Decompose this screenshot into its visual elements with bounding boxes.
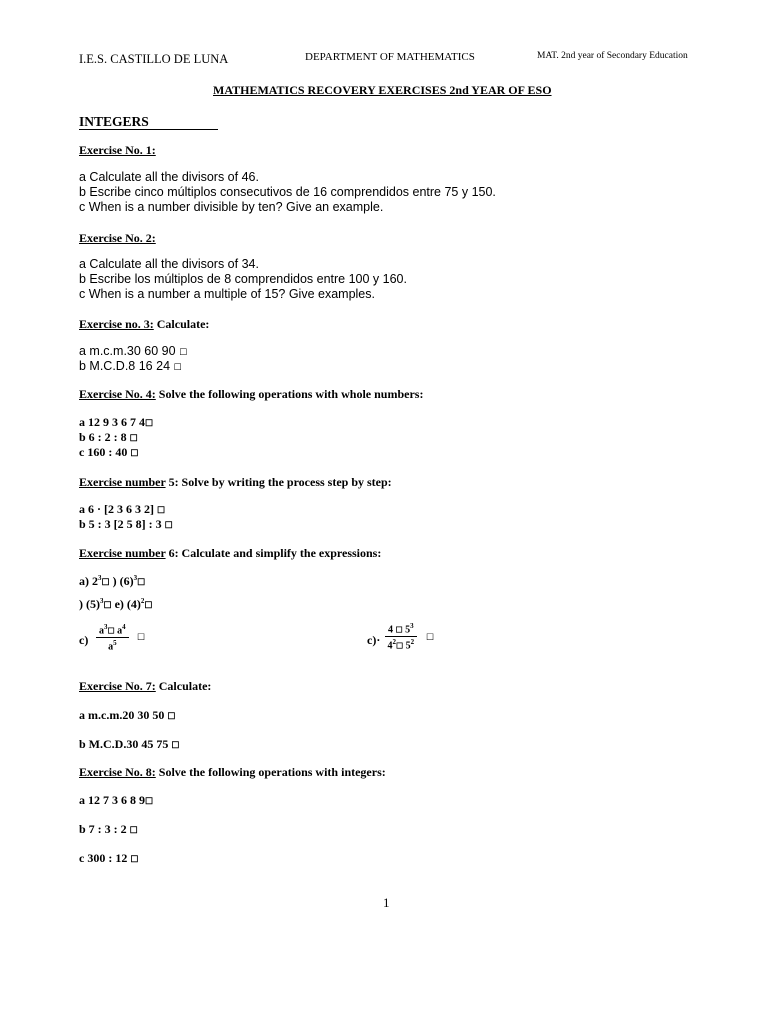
department-name: DEPARTMENT OF MATHEMATICS [305,51,475,63]
exercise-8-instruction: Solve the following operations with integers: [155,765,386,779]
exercise-1-b: b Escribe cinco múltiplos consecutivos de 16 comprendidos entre 75 y 150. [79,185,496,199]
document-title: MATHEMATICS RECOVERY EXERCISES 2nd YEAR OF ESO [213,83,552,97]
exercise-1-c: c When is a number divisible by ten? Give an example. [79,200,384,214]
exercise-7-title: Exercise No. 7: [79,679,156,693]
exercise-5-title: Exercise number [79,475,166,489]
exercise-2-a: a Calculate all the divisors of 34. [79,257,259,271]
exercise-2-b: b Escribe los múltiplos de 8 comprendidos entre 100 y 160. [79,272,407,286]
exercise-6-d-label: c)· [367,633,381,647]
exercise-8-a: a 12 7 3 6 8 9☐ [79,793,154,807]
exercise-2-title: Exercise No. 2: [79,231,156,245]
exercise-1-title: Exercise No. 1: [79,143,156,157]
exercise-6-d-fraction: $\frac{4 ☐ 5^3}{4^2☐ 5^2}$ [385,622,417,652]
exercise-4-c: c 160 : 40 ☐ [79,445,139,459]
exercise-7-instruction: Calculate: [155,679,212,693]
page-number: 1 [383,895,390,910]
exercise-5-a: a 6 · [2 3 6 3 2] ☐ [79,502,166,516]
exercise-3-heading [79,317,209,332]
exercise-6-d-box: ☐ [426,632,435,642]
exercise-7-b: b M.C.D.30 45 75 ☐ [79,737,180,751]
exercise-6-instruction: 6: Calculate and simplify the expressions: [165,546,382,560]
section-heading: INTEGERS [79,114,149,129]
exercise-3-title: Exercise no. 3: [79,317,154,331]
course-name: MAT. 2nd year of Secondary Education [537,51,688,61]
exercise-4-b: b 6 : 2 : 8 ☐ [79,430,138,444]
exercise-4-a: a 12 9 3 6 7 4☐ [79,415,154,429]
exercise-3-b: b M.C.D.8 16 24 ☐ [79,359,182,373]
exercise-8-c: c 300 : 12 ☐ [79,851,139,865]
school-name: I.E.S. CASTILLO DE LUNA [79,52,229,66]
exercise-1-a: a Calculate all the divisors of 46. [79,170,259,184]
exercise-8-title: Exercise No. 8: [79,765,156,779]
exercise-3-instruction: Calculate: [153,317,210,331]
exercise-6-c-fraction: $\frac{a^3☐ a^4}{a^5}$ [96,623,129,653]
exercise-3-a: a m.c.m.30 60 90 ☐ [79,344,188,358]
exercise-7-a: a m.c.m.20 30 50 ☐ [79,708,176,722]
exercise-8-heading [79,765,386,780]
exercise-6-heading [79,546,381,561]
exercise-5-b: b 5 : 3 [2 5 8] : 3 ☐ [79,517,173,531]
exercise-8-b: b 7 : 3 : 2 ☐ [79,822,138,836]
exercise-4-heading [79,387,423,402]
exercise-5-instruction: 5: Solve by writing the process step by step: [165,475,392,489]
exercise-6-line-2: ) $(5)^3☐$ e) $(4)^2☐$ [79,597,153,611]
exercise-5-heading [79,475,392,490]
exercise-4-title: Exercise No. 4: [79,387,156,401]
exercise-6-title: Exercise number [79,546,166,560]
exercise-4-instruction: Solve the following operations with whole numbers: [155,387,424,401]
exercise-6-c-label: c) [79,633,89,647]
exercise-2-c: c When is a number a multiple of 15? Give examples. [79,287,375,301]
exercise-7-heading [79,679,211,694]
section-underline [79,129,218,130]
exercise-6-c-box: ☐ [137,632,146,642]
exercise-6-line-1: a) $2^3☐$ ) $(6)^3☐$ [79,574,146,588]
